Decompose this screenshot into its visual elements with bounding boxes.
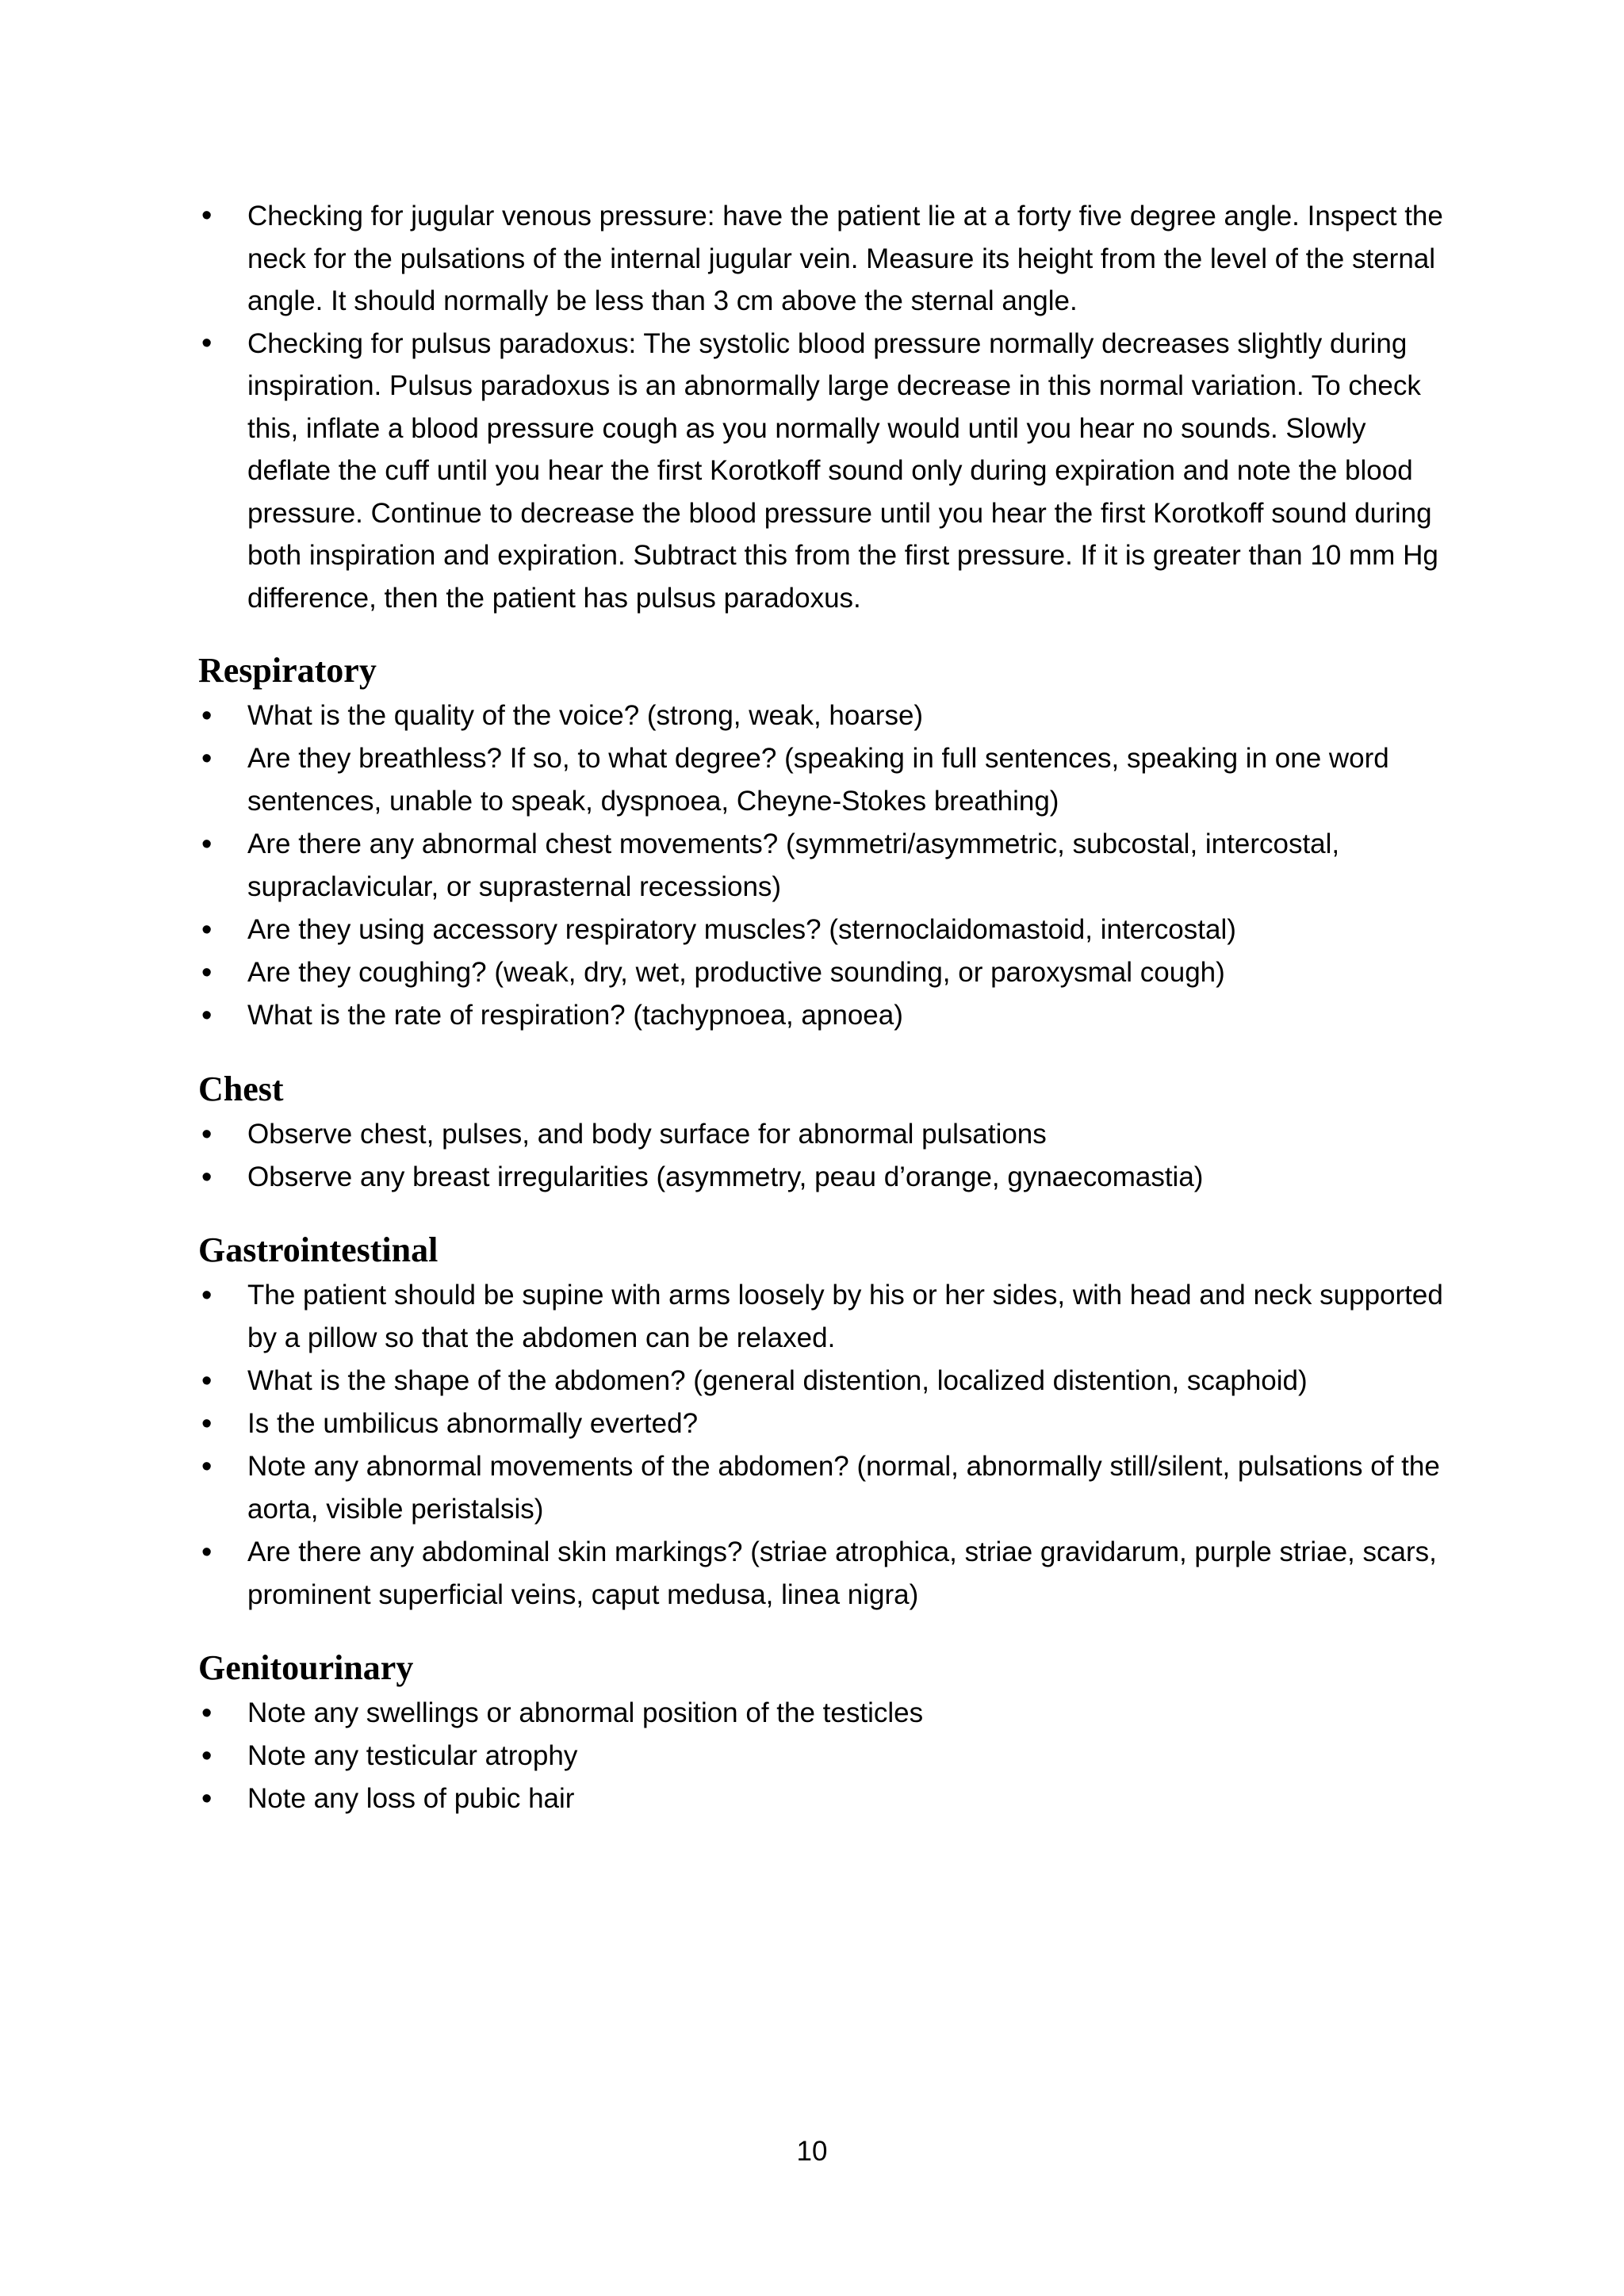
page-content (198, 195, 1451, 1820)
list-item: • What is the shape of the abdomen? (general distention, localized distention, scaphoid) (198, 1360, 1451, 1402)
list-item: • Are there any abdominal skin markings? (striae atrophica, striae gravidarum, purple striae, scars, prominent superficial veins, caput medusa, linea nigra) (198, 1531, 1451, 1617)
list-item: • Are there any abnormal chest movements? (symmetri/asymmetric, subcostal, intercostal, supraclavicular, or suprasternal recessions) (198, 823, 1451, 909)
chest-list (198, 1113, 1451, 1199)
section-heading-gastrointestinal: Gastrointestinal (198, 1230, 439, 1269)
list-item: • Is the umbilicus abnormally everted? (198, 1402, 1451, 1445)
gastrointestinal-list (198, 1274, 1451, 1617)
list-item: • Observe any breast irregularities (asymmetry, peau d’orange, gynaecomastia) (198, 1156, 1451, 1199)
section-heading-genitourinary: Genitourinary (198, 1648, 414, 1687)
list-item: • Checking for pulsus paradoxus: The systolic blood pressure normally decreases slightly during inspiration. Pulsus paradoxus is an abnormally large decrease in this normal variation. To check this, inflate a blood pressure cough as you normally would until you hear no sounds. Slowly deflate the cuff until you hear the first Korotkoff sound only during expiration and note the blood pressure. Continue to decrease the blood pressure until you hear the first Korotkoff sound during both inspiration and expiration. Subtract this from the first pressure. If it is greater than 10 mm Hg difference, then the patient has pulsus paradoxus. (198, 323, 1451, 620)
list-item: • What is the rate of respiration? (tachypnoea, apnoea) (198, 994, 1451, 1037)
list-item: • Note any testicular atrophy (198, 1735, 1451, 1777)
list-item: • Note any loss of pubic hair (198, 1777, 1451, 1820)
page-number: 10 (796, 2136, 828, 2167)
intro-list (198, 195, 1451, 619)
list-item: • Are they coughing? (weak, dry, wet, productive sounding, or paroxysmal cough) (198, 951, 1451, 994)
list-item: • Are they breathless? If so, to what degree? (speaking in full sentences, speaking in one word sentences, unable to speak, dyspnoea, Cheyne-Stokes breathing) (198, 737, 1451, 823)
list-item: • The patient should be supine with arms loosely by his or her sides, with head and neck supported by a pillow so that the abdomen can be relaxed. (198, 1274, 1451, 1360)
list-item: • Checking for jugular venous pressure: have the patient lie at a forty five degree angle. Inspect the neck for the pulsations of the internal jugular vein. Measure its height from the level of the sternal angle. It should normally be less than 3 cm above the sternal angle. (198, 195, 1451, 323)
genitourinary-list (198, 1692, 1451, 1820)
list-item: • Observe chest, pulses, and body surface for abnormal pulsations (198, 1113, 1451, 1156)
section-heading-respiratory: Respiratory (198, 651, 377, 690)
respiratory-list (198, 695, 1451, 1037)
list-item: • Note any abnormal movements of the abdomen? (normal, abnormally still/silent, pulsations of the aorta, visible peristalsis) (198, 1445, 1451, 1531)
list-item: • What is the quality of the voice? (strong, weak, hoarse) (198, 695, 1451, 737)
list-item: • Are they using accessory respiratory muscles? (sternoclaidomastoid, intercostal) (198, 909, 1451, 951)
section-heading-chest: Chest (198, 1070, 284, 1108)
list-item: • Note any swellings or abnormal position of the testicles (198, 1692, 1451, 1735)
